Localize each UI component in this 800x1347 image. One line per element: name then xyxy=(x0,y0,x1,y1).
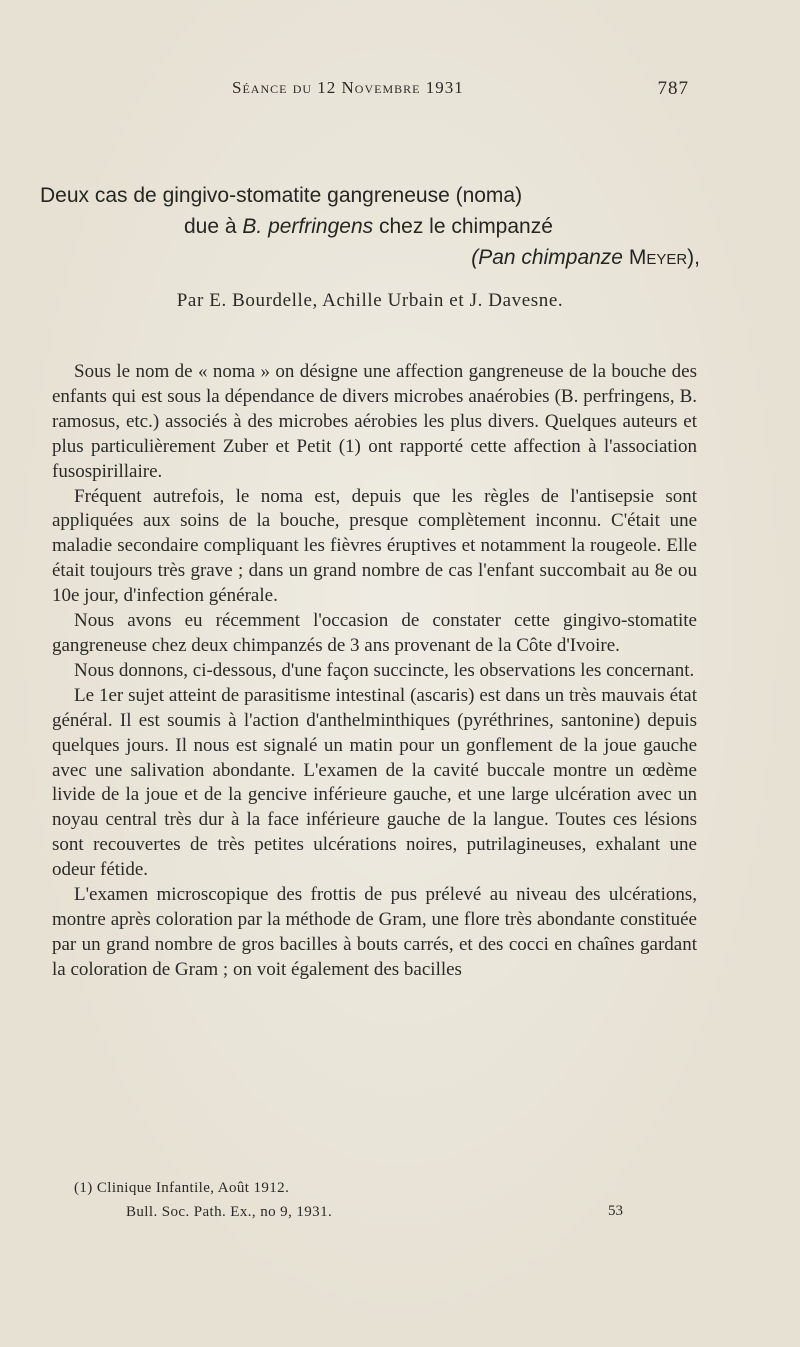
paragraph-4: Nous donnons, ci-dessous, d'une façon succincte, les observations les concernant. xyxy=(74,659,695,681)
running-head-title: Séance du 12 Novembre 1931 xyxy=(232,78,464,97)
paragraph-1: Sous le nom de « noma » on désigne une affection gangreneuse de la bouche des enfants qui est sous la dépendance de divers microbes anaérobies (B. perfringens, B. ramosus, etc.) associés à des microbes aérobies les plus divers. Quelques auteurs et plus particulièrement Zuber et Petit (1) ont rapporté cette affection à l'association fusospirillaire. xyxy=(52,361,697,482)
authors: Par E. Bourdelle, Achille Urbain et J. Davesne. xyxy=(176,290,564,311)
title-line-2-a: due à xyxy=(184,215,243,238)
footnote-1: (1) Clinique Infantile, Août 1912. xyxy=(74,1180,290,1196)
title-species: B. perfringens xyxy=(242,215,374,238)
footnotes xyxy=(74,1176,634,1224)
title-host: (Pan chimpanze xyxy=(471,246,629,269)
title-line-1: Deux cas de gingivo-stomatite gangreneuse (noma) xyxy=(40,184,523,207)
running-head xyxy=(60,78,695,108)
title-line-3-c: ), xyxy=(687,246,700,269)
body-text xyxy=(52,360,697,983)
paragraph-5: Le 1er sujet atteint de parasitisme intestinal (ascaris) est dans un très mauvais état général. Il est soumis à l'action d'anthelminthiques (pyréthrines, santonine) depuis quelques jours. Il nous est signalé un matin pour un gonflement de la joue gauche avec une salivation abondante. L'examen de la cavité buccale montre un œdème livide de la joue et de la gencive inférieure gauche, et une large ulcération avec un noyau central très dur à la face inférieure gauche de la langue. Toutes ces lésions sont recouvertes de très petites ulcérations noires, putrilagineuses, exhalant une odeur fétide. xyxy=(52,684,697,881)
article-title xyxy=(40,180,700,273)
paragraph-2: Fréquent autrefois, le noma est, depuis que les règles de l'antisepsie sont appliquées aux soins de la bouche, presque complètement inconnu. C'était une maladie secondaire compliquant les fièvres éruptives et notamment la rougeole. Elle était toujours très grave ; dans un grand nombre de cas l'enfant succombait au 8e ou 10e jour, d'infection générale. xyxy=(52,485,697,607)
title-author-name: Meyer xyxy=(628,246,688,269)
title-line-2 xyxy=(184,211,700,242)
title-line-3 xyxy=(40,242,700,273)
paragraph-6: L'examen microscopique des frottis de pus prélevé au niveau des ulcérations, montre après coloration par la méthode de Gram, une flore très abondante constituée par un grand nombre de gros bacilles à bouts carrés, et des cocci en chaînes gardant la coloration de Gram ; on voit également des bacilles xyxy=(52,884,697,980)
footnote-2: Bull. Soc. Path. Ex., no 9, 1931. xyxy=(126,1204,333,1220)
paragraph-3: Nous avons eu récemment l'occasion de constater cette gingivo-stomatite gangreneuse chez deux chimpanzés de 3 ans provenant de la Côte d'Ivoire. xyxy=(52,610,697,656)
signature-mark: 53 xyxy=(608,1203,623,1219)
title-line-2-c: chez le chimpanzé xyxy=(373,215,553,238)
page-number: 787 xyxy=(657,78,689,99)
